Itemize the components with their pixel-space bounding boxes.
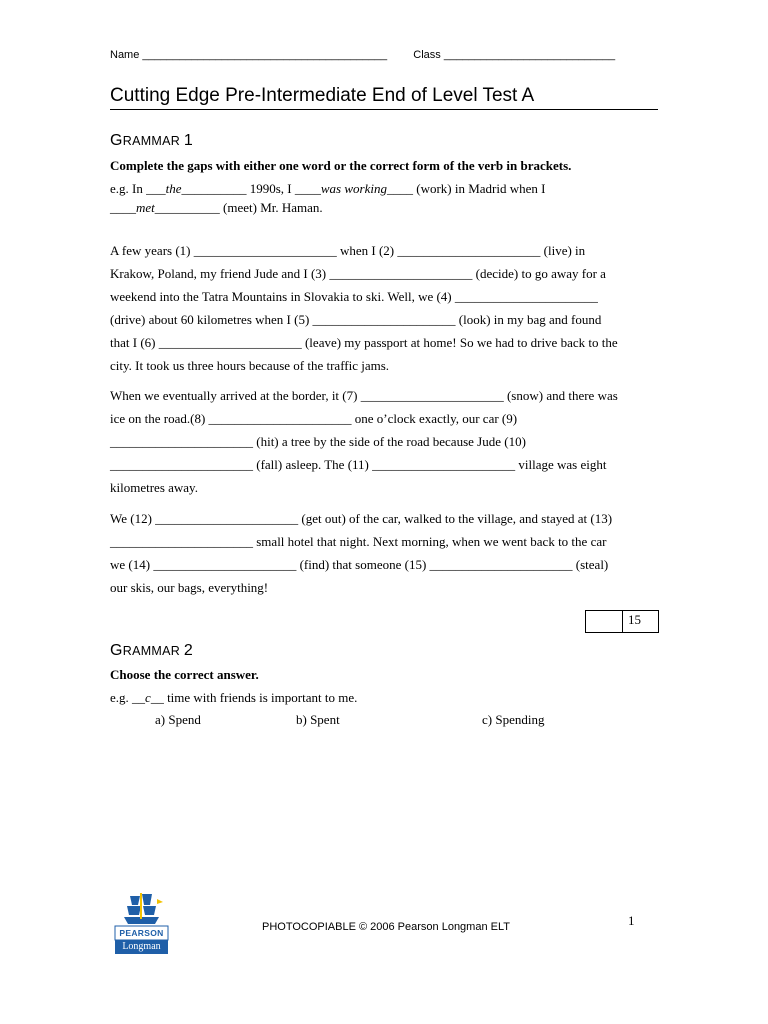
- text-line: city. It took us three hours because of the traffic jams.: [110, 358, 390, 373]
- footer-copyright: PHOTOCOPIABLE © 2006 Pearson Longman ELT: [262, 921, 510, 933]
- logo-longman-text: Longman: [122, 941, 161, 952]
- grammar1-example: [110, 179, 660, 217]
- grammar1-heading: GRAMMAR 1: [110, 132, 194, 149]
- page-number: 1: [628, 913, 635, 928]
- text-line: (drive) about 60 kilometres when I (5) ______________________ (look) in my bag and found: [110, 312, 602, 327]
- example-line-2: ____met__________ (meet) Mr. Haman.: [110, 200, 323, 215]
- grammar2-heading: GRAMMAR 2: [110, 642, 194, 659]
- text-line: We (12) ______________________ (get out) of the car, walked to the village, and stayed at (13): [110, 511, 613, 526]
- class-label: Class: [413, 49, 441, 61]
- text-line: When we eventually arrived at the border, it (7) ______________________ (snow) and there was: [110, 388, 618, 403]
- text-line: that I (6) ______________________ (leave) my passport at home! So we had to drive back to the: [110, 335, 618, 350]
- text-line: ______________________ (fall) asleep. The (11) ______________________ village was eight: [110, 457, 607, 472]
- text-line: our skis, our bags, everything!: [110, 580, 269, 595]
- option-a: a) Spend: [155, 712, 201, 727]
- page-title: Cutting Edge Pre-Intermediate End of Level Test A: [110, 85, 535, 106]
- text-line: weekend into the Tatra Mountains in Slovakia to ski. Well, we (4) ______________________: [110, 289, 598, 304]
- class-blank: ____________________________: [443, 49, 616, 61]
- text-line: ______________________ small hotel that night. Next morning, when we went back to the car: [110, 534, 607, 549]
- text-line: we (14) ______________________ (find) that someone (15) ______________________ (steal): [110, 557, 609, 572]
- name-label: Name: [110, 49, 140, 61]
- text-line: kilometres away.: [110, 480, 198, 495]
- logo-pearson-text: PEARSON: [119, 928, 164, 938]
- text-line: A few years (1) ______________________ when I (2) ______________________ (live) in: [110, 243, 586, 258]
- grammar2-instruction: Choose the correct answer.: [110, 667, 259, 682]
- option-b: b) Spent: [296, 712, 340, 727]
- grammar2-example: e.g. __c__ time with friends is important to me.: [110, 690, 358, 705]
- grammar1-paragraph-1: [110, 239, 660, 377]
- score-box: [585, 610, 659, 633]
- pearson-longman-logo: [113, 893, 170, 955]
- score-input-cell[interactable]: [586, 611, 623, 632]
- score-total: 15: [628, 612, 641, 627]
- title-rule: [110, 109, 658, 110]
- text-line: ice on the road.(8) ______________________ one o’clock exactly, our car (9): [110, 411, 518, 426]
- grammar1-instruction: Complete the gaps with either one word or the correct form of the verb in brackets.: [110, 158, 572, 173]
- text-line: ______________________ (hit) a tree by the side of the road because Jude (10): [110, 434, 526, 449]
- option-c: c) Spending: [482, 712, 545, 727]
- example-line-1: e.g. In ___the__________ 1990s, I ____was working____ (work) in Madrid when I: [110, 181, 546, 196]
- grammar1-paragraph-3: [110, 507, 660, 599]
- header-fields: [110, 49, 658, 61]
- name-blank: ________________________________________: [142, 49, 388, 61]
- grammar1-paragraph-2: [110, 384, 660, 499]
- text-line: Krakow, Poland, my friend Jude and I (3) ______________________ (decide) to go away for a: [110, 266, 606, 281]
